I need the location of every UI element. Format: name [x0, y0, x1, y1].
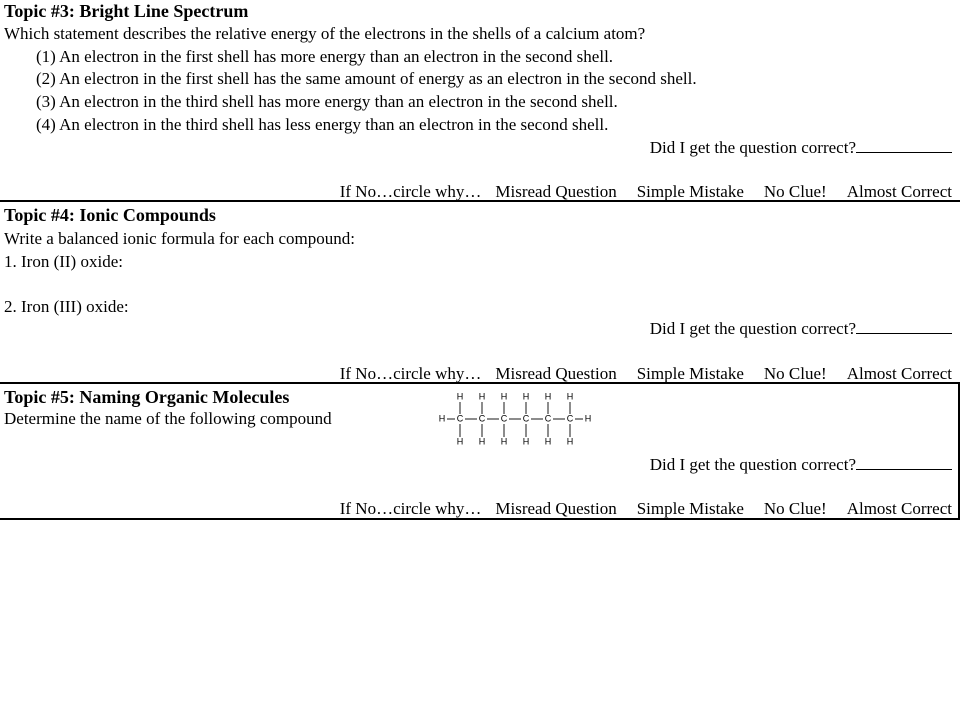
reasons-lead: If No…circle why…: [339, 499, 482, 518]
carbon-atom: C: [544, 413, 552, 424]
topic-5-section: [0, 384, 960, 520]
reason-almost-correct[interactable]: Almost Correct: [846, 499, 952, 518]
reason-no-clue[interactable]: No Clue!: [763, 182, 827, 201]
carbon-atom: C: [522, 413, 530, 424]
hydrogen-atom-top: H: [456, 391, 464, 402]
hexane-structure-diagram: [434, 390, 602, 448]
reason-simple-mistake[interactable]: Simple Mistake: [636, 182, 744, 201]
topic-5-question: Determine the name of the following compound: [4, 409, 332, 428]
hydrogen-atom-top: H: [566, 391, 574, 402]
topic-3-correct-check: [650, 137, 952, 159]
reason-almost-correct[interactable]: Almost Correct: [846, 364, 952, 383]
hydrogen-atom-top: H: [478, 391, 486, 402]
answer-blank[interactable]: [856, 138, 952, 153]
hydrogen-atom-bottom: H: [478, 436, 486, 447]
hydrogen-atom-top: H: [544, 391, 552, 402]
topic-3-option-4: (4) An electron in the third shell has less energy than an electron in the second shell.: [36, 115, 609, 134]
carbon-atom: C: [456, 413, 464, 424]
hydrogen-atom-bottom: H: [544, 436, 552, 447]
topic-5-title: Topic #5: Naming Organic Molecules: [4, 387, 290, 407]
hydrogen-atom-bottom: H: [456, 436, 464, 447]
reason-misread[interactable]: Misread Question: [495, 182, 617, 201]
answer-blank[interactable]: [856, 455, 952, 470]
topic-4-item-2: 2. Iron (III) oxide:: [4, 297, 129, 316]
answer-blank[interactable]: [856, 319, 952, 334]
topic-3-section: [0, 0, 960, 202]
reasons-lead: If No…circle why…: [339, 364, 482, 383]
topic-4-question: Write a balanced ionic formula for each compound:: [4, 229, 355, 248]
reason-misread[interactable]: Misread Question: [495, 499, 617, 518]
topic-4-correct-check: [650, 318, 952, 340]
topic-3-option-1: (1) An electron in the first shell has more energy than an electron in the second shell.: [36, 47, 614, 66]
topic-3-option-3: (3) An electron in the third shell has more energy than an electron in the second shell.: [36, 92, 618, 111]
reason-no-clue[interactable]: No Clue!: [763, 364, 827, 383]
carbon-atom: C: [566, 413, 574, 424]
topic-3-title: Topic #3: Bright Line Spectrum: [4, 1, 249, 21]
hydrogen-atom-top: H: [500, 391, 508, 402]
topic-5-reasons: [340, 498, 952, 520]
hydrogen-atom-top: H: [522, 391, 530, 402]
carbon-atom: C: [478, 413, 486, 424]
hydrogen-atom-left: H: [438, 413, 446, 424]
topic-5-correct-check: [650, 454, 952, 476]
reason-simple-mistake[interactable]: Simple Mistake: [636, 364, 744, 383]
topic-3-option-2: (2) An electron in the first shell has the same amount of energy as an electron in the second shell.: [36, 69, 697, 88]
carbon-atom: C: [500, 413, 508, 424]
reasons-lead: If No…circle why…: [339, 182, 482, 201]
topic-4-reasons: [340, 363, 952, 385]
topic-3-question: Which statement describes the relative energy of the electrons in the shells of a calcium atom?: [4, 24, 646, 43]
hydrogen-atom-bottom: H: [500, 436, 508, 447]
topic-3-reasons: [340, 181, 952, 203]
check-label: Did I get the question correct?: [649, 319, 856, 338]
hydrogen-atom-right: H: [584, 413, 592, 424]
topic-4-item-1: 1. Iron (II) oxide:: [4, 252, 123, 271]
hydrogen-atom-bottom: H: [522, 436, 530, 447]
topic-4-section: [0, 202, 960, 384]
reason-no-clue[interactable]: No Clue!: [763, 499, 827, 518]
reason-almost-correct[interactable]: Almost Correct: [846, 182, 952, 201]
check-label: Did I get the question correct?: [649, 138, 856, 157]
topic-4-title: Topic #4: Ionic Compounds: [4, 205, 216, 225]
reason-simple-mistake[interactable]: Simple Mistake: [636, 499, 744, 518]
check-label: Did I get the question correct?: [649, 455, 856, 474]
hydrogen-atom-bottom: H: [566, 436, 574, 447]
reason-misread[interactable]: Misread Question: [495, 364, 617, 383]
